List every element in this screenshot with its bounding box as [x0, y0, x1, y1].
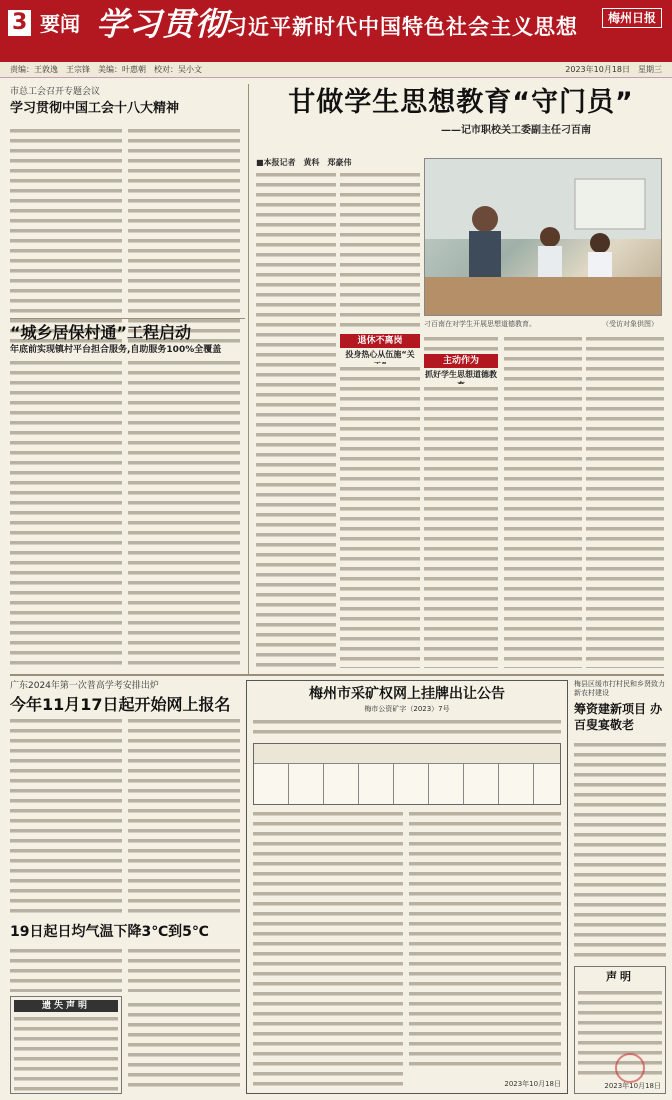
feature-col4 [504, 334, 582, 668]
article-exam [10, 680, 240, 716]
feature-col1 [256, 170, 336, 668]
photo-credit: （受访对象供图） [602, 320, 658, 328]
article2-headline: “城乡居保村通”工程启动 [10, 323, 192, 342]
highlight1-subtitle: 投身热心从伍施“关 [345, 350, 415, 359]
divider [10, 318, 245, 319]
rural-kicker: 梅县区缓市打村民和乡贤致力新农村建设 [574, 680, 665, 698]
editors-line: 责编：王敦逸 王宗锋 美编：叶惠朝 校对：吴小文 [10, 65, 202, 74]
feature-col5 [586, 334, 664, 668]
exam-headline: 今年11月17日起开始网上报名 [10, 695, 231, 715]
notice-body-right [409, 809, 561, 1071]
article2-body-left [10, 358, 122, 668]
article2-body-right [128, 358, 240, 668]
feature-byline: ■本报记者 黄科 郑豪伟 [256, 158, 352, 167]
page-number: 3 [8, 10, 31, 36]
notice-title: 梅州市采矿权网上挂牌出让公告 [309, 686, 505, 702]
feature-col3-top [424, 334, 498, 352]
weather-headline: 19日起日均气温下降3℃到5℃ [10, 924, 209, 940]
ads-column [128, 1000, 240, 1092]
brush-title: 学习贯彻 [96, 5, 229, 43]
page-banner [0, 0, 672, 62]
weather-body-right [128, 946, 240, 992]
notice-intro [253, 717, 561, 739]
highlight1-title: 退休不离岗 [340, 334, 420, 348]
lost-statement-title: 遗失声明 [14, 1000, 118, 1012]
lost-statement-body [14, 1014, 118, 1092]
article2-subhead: 年底前实现镇村平台担合服务,自助服务100%全覆盖 [10, 345, 222, 355]
notice-number: 梅市公资矿字（2023）7号 [364, 705, 450, 713]
newspaper-logo: 梅州日报 [602, 8, 662, 28]
feature-col3-bottom [424, 384, 498, 668]
article-rural [574, 680, 666, 733]
mining-notice [246, 680, 568, 1094]
article1-headline: 学习贯彻中国工会十八大精神 [10, 101, 180, 117]
statement-box [574, 966, 666, 1094]
weather-body-left [10, 946, 122, 992]
article-weather [10, 924, 240, 941]
statement-date: 2023年10月18日 [604, 1081, 661, 1090]
section-name: 要闻 [40, 12, 80, 36]
statement-title: 声明 [606, 970, 634, 983]
article-rural-pension [10, 322, 250, 356]
feature-col2-top [340, 170, 420, 330]
highlight2-title: 主动作为 [424, 354, 498, 368]
banner-slogan: 习近平新时代中国特色社会主义思想 [226, 15, 578, 39]
rural-body [574, 740, 666, 962]
feature-header [256, 86, 666, 138]
lost-statement-box [10, 996, 122, 1094]
feature-photo [424, 158, 662, 316]
statement-stamp [615, 1053, 645, 1083]
exam-kicker: 广东2024年第一次普高学考安排出炉 [10, 681, 159, 691]
notice-body-left [253, 809, 403, 1087]
article-trade-union [10, 86, 250, 117]
highlight2-subtitle: 抓好学生思想道德教 [425, 370, 497, 379]
article1-body-right [128, 126, 240, 344]
column-divider [248, 84, 249, 674]
exam-body-right [128, 716, 240, 916]
notice-table [253, 743, 561, 805]
photo-illustration [425, 159, 661, 315]
feature-col2-bottom [340, 364, 420, 668]
horizontal-divider [10, 674, 664, 676]
feature-headline: 甘做学生思想教育“守门员” [288, 87, 634, 118]
rural-headline: 筹资建新项目 办百叟宴敬老 [574, 701, 663, 732]
article1-body-left [10, 126, 122, 344]
issue-date: 2023年10月18日 星期三 [565, 65, 662, 74]
photo-caption: 刁百南在对学生开展思想道德教育。 [424, 320, 536, 328]
feature-subhead: ——记市职校关工委副主任刁百南 [441, 125, 591, 136]
meta-bar [0, 62, 672, 78]
notice-date: 2023年10月18日 [504, 1079, 561, 1088]
exam-body-left [10, 716, 122, 916]
article1-kicker: 市总工会召开专题会议 [10, 87, 101, 97]
